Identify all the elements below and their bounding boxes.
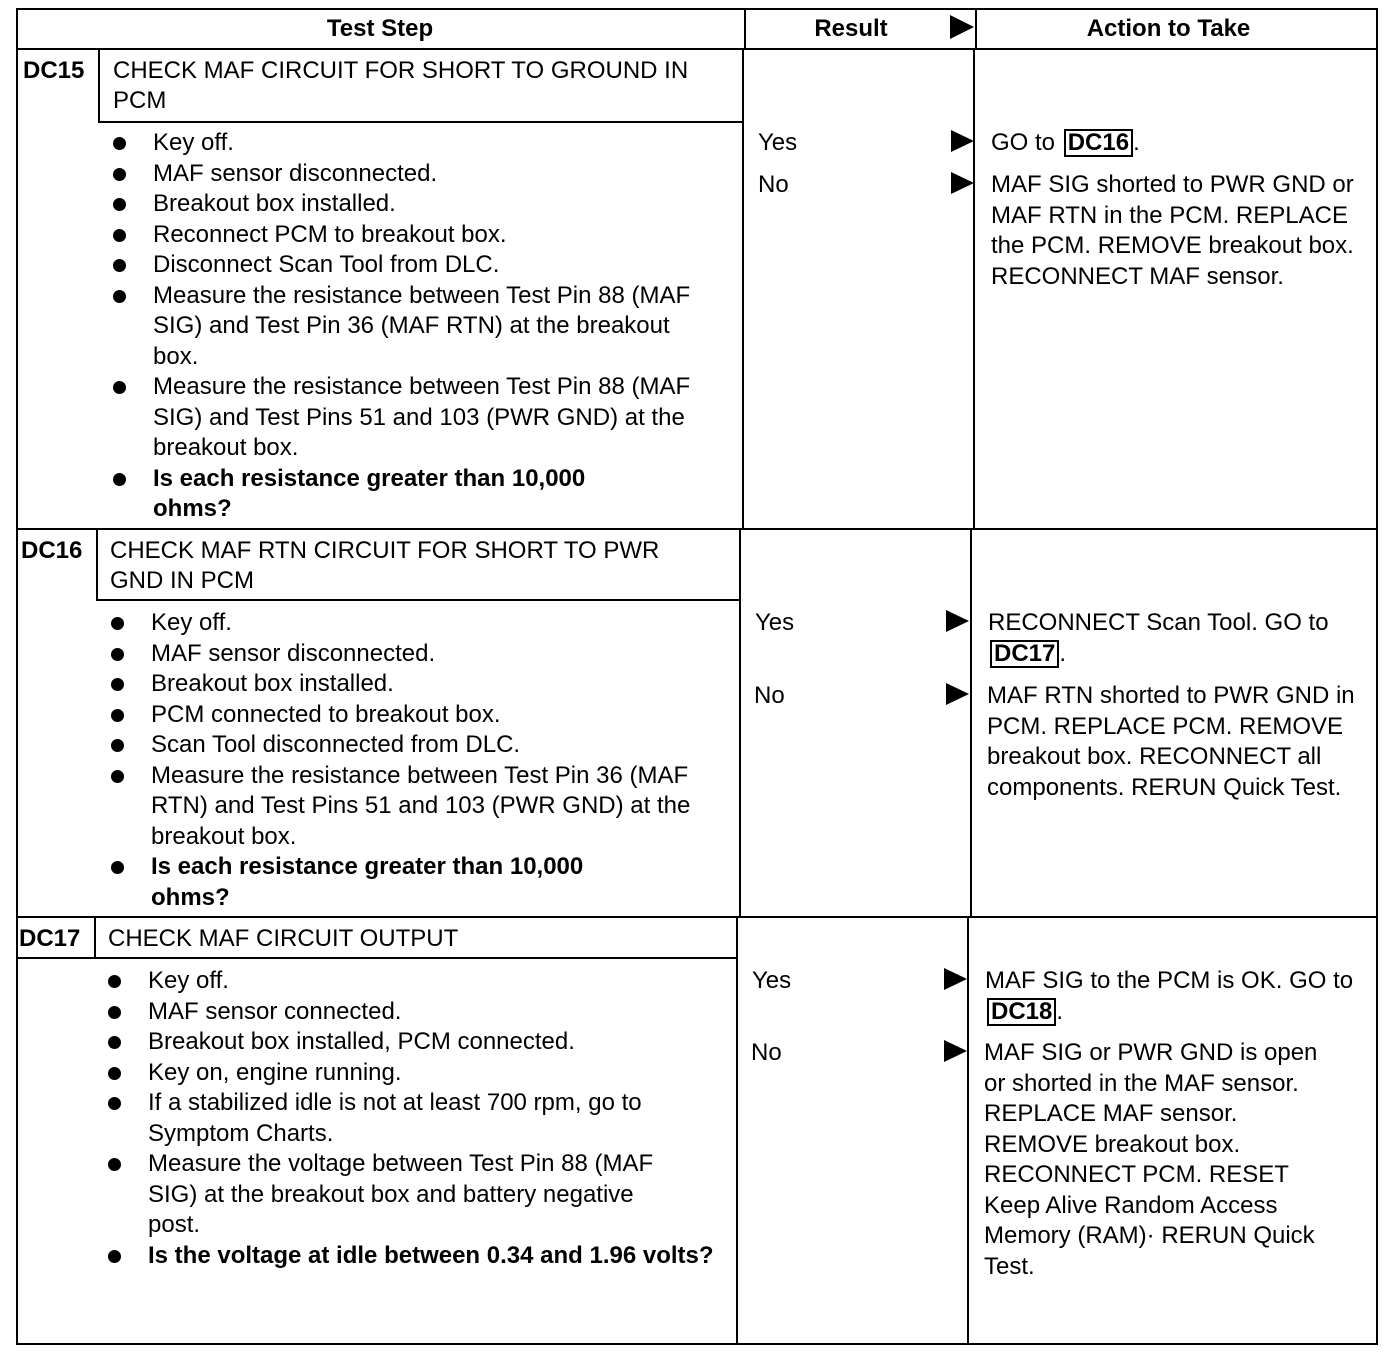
list-item: Breakout box installed.: [111, 669, 711, 700]
action-yes: GO to DC16 .: [991, 129, 1140, 156]
bullet-icon: [113, 290, 126, 303]
action-yes: RECONNECT Scan Tool. GO to DC17 .: [988, 609, 1329, 667]
header-rule: [16, 48, 1378, 50]
question-item: Is each resistance greater than 10,000 ohms?: [111, 852, 661, 913]
result-yes: Yes: [755, 609, 795, 636]
divider-row3-action: [967, 918, 969, 1344]
arrow-no-icon: [951, 172, 974, 194]
list-item: PCM connected to breakout box.: [111, 700, 711, 731]
bullet-icon: [108, 1097, 121, 1110]
arrow-yes-icon: [944, 968, 967, 990]
bullet-icon: [113, 198, 126, 211]
bullet-icon: [113, 473, 126, 486]
step-ref-link[interactable]: DC18: [987, 998, 1056, 1026]
header-action: Action to Take: [1086, 15, 1251, 42]
step-ref-link[interactable]: DC17: [990, 640, 1059, 668]
divider-row2-result: [739, 530, 741, 918]
header-result: Result: [814, 15, 888, 42]
bullet-icon: [111, 617, 124, 630]
list-item: MAF sensor connected.: [108, 997, 708, 1028]
header-arrow-icon: [950, 15, 974, 39]
divider-row1-code: [98, 50, 100, 122]
bullet-icon: [108, 1006, 121, 1019]
question-item: Is the voltage at idle between 0.34 and 1.96 volts?: [108, 1241, 723, 1272]
bullet-icon: [108, 1158, 121, 1171]
list-item: Key on, engine running.: [108, 1058, 708, 1089]
bullet-icon: [111, 770, 124, 783]
step-title: CHECK MAF CIRCUIT OUTPUT: [108, 925, 459, 952]
divider-row3-result: [736, 918, 738, 1344]
action-yes: MAF SIG to the PCM is OK. GO to DC18 .: [985, 967, 1354, 1025]
list-item: Breakout box installed.: [113, 189, 713, 220]
step-ref-link[interactable]: DC16: [1064, 129, 1133, 157]
bullet-icon: [111, 648, 124, 661]
row2-bottom-rule: [16, 916, 1378, 918]
bullet-icon: [108, 1067, 121, 1080]
step-code: DC16: [21, 537, 83, 564]
bullet-icon: [108, 1036, 121, 1049]
bullet-icon: [111, 739, 124, 752]
list-item: Breakout box installed, PCM connected.: [108, 1027, 708, 1058]
row1-title-rule: [98, 121, 744, 123]
list-item: Measure the voltage between Test Pin 88 (MAF SIG) at the breakout box and battery negative post.: [108, 1149, 688, 1241]
bullet-icon: [113, 381, 126, 394]
step-title: CHECK MAF RTN CIRCUIT FOR SHORT TO PWR GND IN PCM: [110, 537, 660, 594]
divider-row2-code: [96, 530, 98, 600]
result-yes: Yes: [752, 967, 792, 994]
bullet-icon: [113, 259, 126, 272]
action-no: MAF RTN shorted to PWR GND in PCM. REPLACE PCM. REMOVE breakout box. RECONNECT all components. RERUN Quick Test.: [987, 682, 1355, 801]
question-item: Is each resistance greater than 10,000 ohms?: [113, 464, 663, 525]
divider-row1-action: [973, 50, 975, 530]
bullet-icon: [108, 1250, 121, 1263]
step-code: DC17: [19, 925, 81, 952]
arrow-yes-icon: [946, 610, 969, 632]
list-item: Measure the resistance between Test Pin 88 (MAF SIG) and Test Pin 36 (MAF RTN) at the breakout box.: [113, 281, 693, 373]
divider-row2-action: [970, 530, 972, 918]
result-yes: Yes: [758, 129, 798, 156]
result-no: No: [754, 682, 785, 709]
header-test-step: Test Step: [326, 15, 434, 42]
result-no: No: [758, 171, 789, 198]
action-no: MAF SIG or PWR GND is open or shorted in the MAF sensor. REPLACE MAF sensor. REMOVE breakout box. RECONNECT PCM. RESET Keep Alive Random Access Memory (RAM)· RERUN Quick Test.: [984, 1039, 1318, 1280]
list-item: Key off.: [113, 128, 713, 159]
arrow-yes-icon: [951, 130, 974, 152]
list-item: Key off.: [108, 966, 708, 997]
bullet-icon: [113, 137, 126, 150]
bullet-icon: [111, 861, 124, 874]
list-item: Key off.: [111, 608, 711, 639]
step-title: CHECK MAF CIRCUIT FOR SHORT TO GROUND IN PCM: [113, 57, 689, 114]
row2-title-rule: [96, 599, 741, 601]
arrow-no-icon: [946, 683, 969, 705]
list-item: Measure the resistance between Test Pin 88 (MAF SIG) and Test Pins 51 and 103 (PWR GND) at the breakout box.: [113, 372, 693, 464]
result-no: No: [751, 1039, 782, 1066]
step-list: [108, 966, 723, 1271]
bullet-icon: [113, 229, 126, 242]
bullet-icon: [108, 975, 121, 988]
row3-title-rule: [16, 957, 738, 959]
list-item: Scan Tool disconnected from DLC.: [111, 730, 711, 761]
arrow-no-icon: [944, 1040, 967, 1062]
step-list: [111, 608, 711, 913]
divider-row3-code: [94, 918, 96, 959]
step-code: DC15: [23, 57, 85, 84]
list-item: MAF sensor disconnected.: [111, 639, 711, 670]
list-item: Disconnect Scan Tool from DLC.: [113, 250, 713, 281]
list-item: Reconnect PCM to breakout box.: [113, 220, 713, 251]
action-no: MAF SIG shorted to PWR GND or MAF RTN in the PCM. REPLACE the PCM. REMOVE breakout box. RECONNECT MAF sensor.: [991, 171, 1354, 290]
list-item: Measure the resistance between Test Pin 36 (MAF RTN) and Test Pins 51 and 103 (PWR GND) at the breakout box.: [111, 761, 696, 853]
list-item: MAF sensor disconnected.: [113, 159, 713, 190]
step-list: [113, 128, 713, 525]
bullet-icon: [113, 168, 126, 181]
list-item: If a stabilized idle is not at least 700 rpm, go to Symptom Charts.: [108, 1088, 723, 1149]
bullet-icon: [111, 709, 124, 722]
bullet-icon: [111, 678, 124, 691]
row1-bottom-rule: [16, 528, 1378, 530]
